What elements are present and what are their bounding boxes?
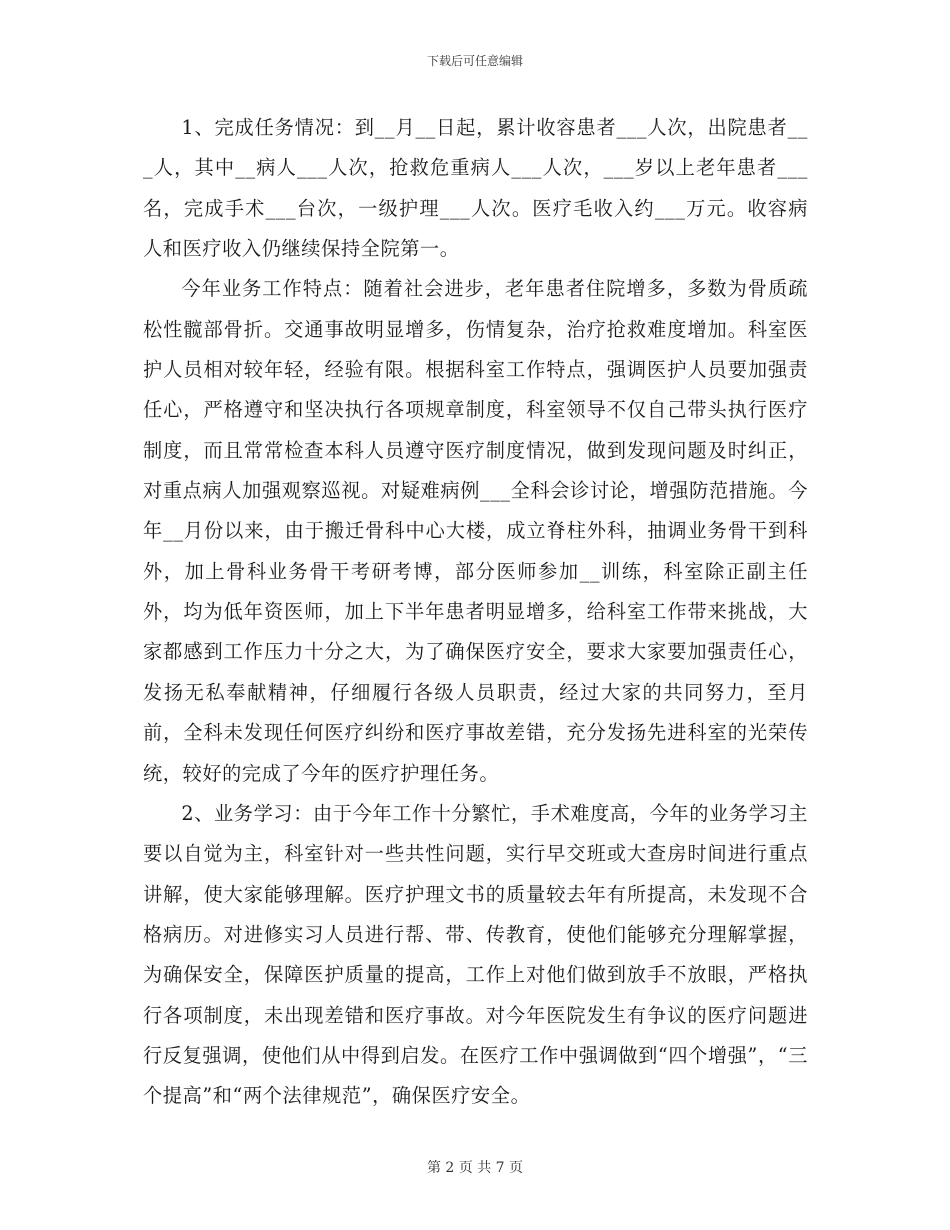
document-body (143, 108, 808, 1117)
page-header: 下载后可任意编辑 (426, 54, 523, 68)
paragraph-work-characteristics: 今年业务工作特点：随着社会进步，老年患者住院增多，多数为骨质疏松性髋部骨折。交通事故明显增多，伤情复杂，治疗抢救难度增加。科室医护人员相对较年轻，经验有限。根据科室工作特点，强调医护人员要加强责任心，严格遵守和坚决执行各项规章制度，科室领导不仅自己带头执行医疗制度，而且常常检查本科人员遵守医疗制度情况，做到发现问题及时纠正，对重点病人加强观察巡视。对疑难病例___全科会诊讨论，增强防范措施。今年__月份以来，由于搬迁骨科中心大楼，成立脊柱外科，抽调业务骨干到科外，加上骨科业务骨干考研考博，部分医师参加__训练，科室除正副主任外，均为低年资医师，加上下半年患者明显增多，给科室工作带来挑战，大家都感到工作压力十分之大，为了确保医疗安全，要求大家要加强责任心，发扬无私奉献精神，仔细履行各级人员职责，经过大家的共同努力，至月前，全科未发现任何医疗纠纷和医疗事故差错，充分发扬先进科室的光荣传统，较好的完成了今年的医疗护理任务。 (143, 277, 808, 785)
paragraph-business-study: 2、业务学习：由于今年工作十分繁忙，手术难度高，今年的业务学习主要以自觉为主，科室针对一些共性问题，实行早交班或大查房时间进行重点讲解，使大家能够理解。医疗护理文书的质量较去年有所提高，未发现不合格病历。对进修实习人员进行帮、带、传教育，使他们能够充分理解掌握，为确保安全，保障医护质量的提高，工作上对他们做到放手不放眼，严格执行各项制度，未出现差错和医疗事故。对今年医院发生有争议的医疗问题进行反复强调，使他们从中得到启发。在医疗工作中强调做到“四个增强”，“三个提高”和“两个法律规范”，确保医疗安全。 (143, 801, 808, 1108)
page-number: 第 2 页 共 7 页 (426, 1160, 524, 1176)
paragraph-task-completion: 1、完成任务情况：到__月__日起，累计收容患者___人次，出院患者___人，其中__病人___人次，抢救危重病人___人次，___岁以上老年患者___名，完成手术___台次，一级护理___人次。医疗毛收入约___万元。收容病人和医疗收入仍继续保持全院第一。 (143, 116, 808, 261)
